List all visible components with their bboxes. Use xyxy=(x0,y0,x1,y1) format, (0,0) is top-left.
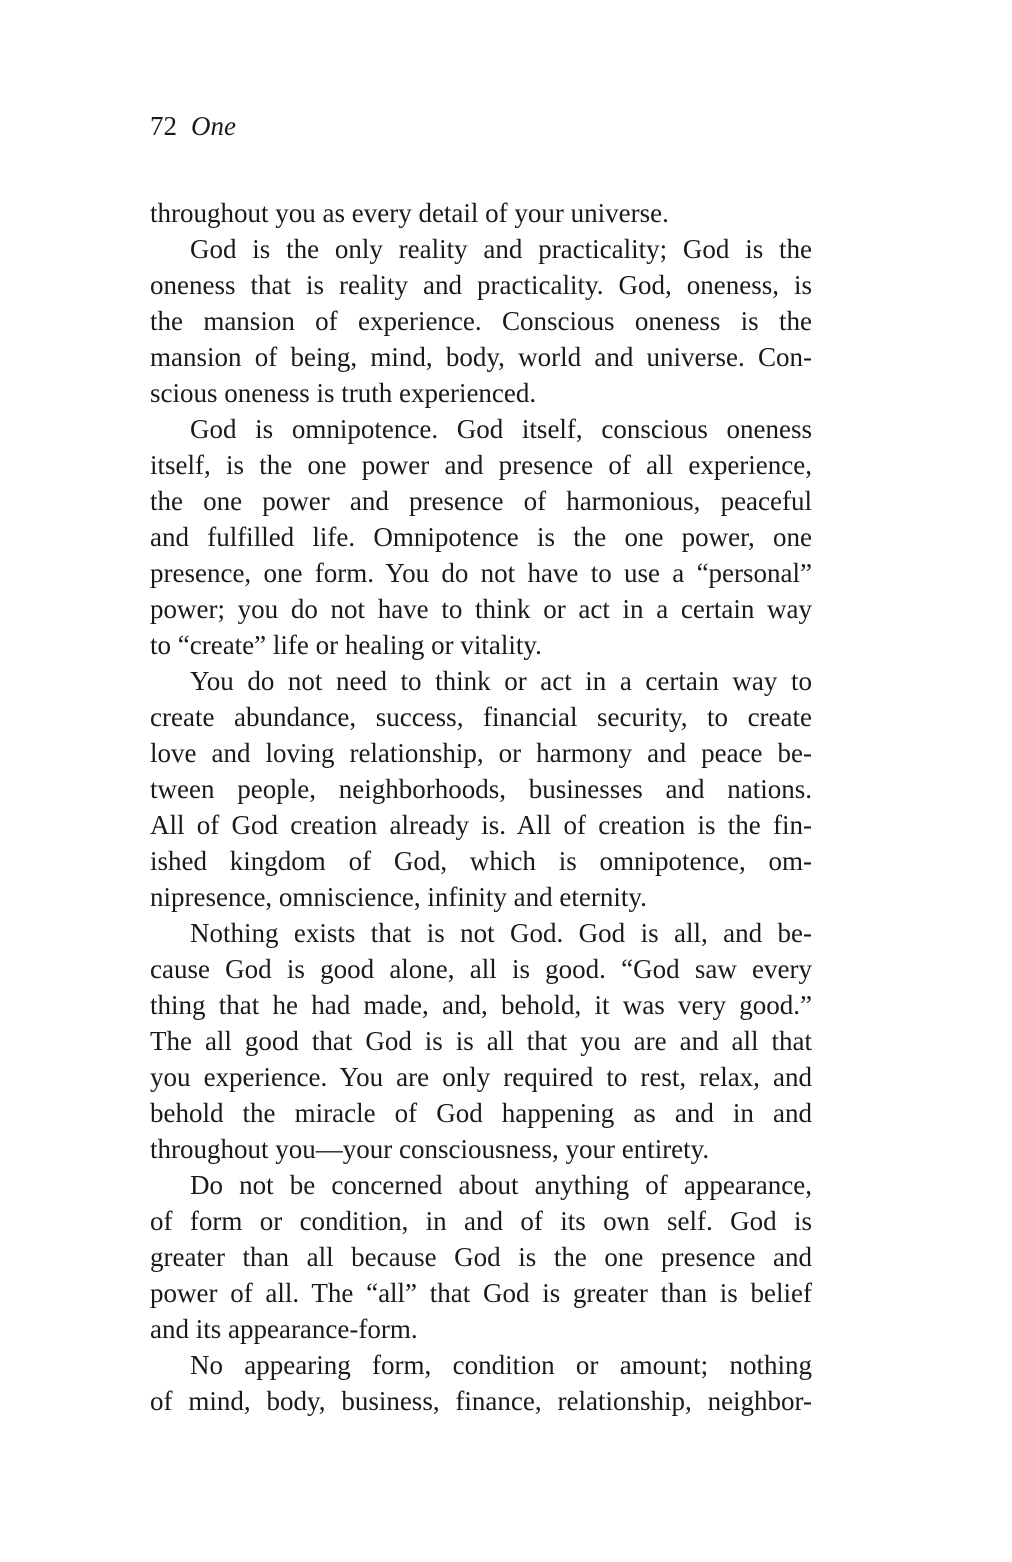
text-line: the mansion of experience. Conscious oneness is the xyxy=(150,306,812,336)
running-head xyxy=(150,108,236,144)
book-title: One xyxy=(191,111,236,141)
text-line: You do not need to think or act in a certain way to xyxy=(190,666,812,696)
text-line: power; you do not have to think or act in a certain way xyxy=(150,594,812,624)
text-line: cause God is good alone, all is good. “God saw every xyxy=(150,954,812,984)
text-line: to “create” life or healing or vitality. xyxy=(150,630,542,660)
text-line: ished kingdom of God, which is omnipotence, om- xyxy=(150,846,812,876)
text-line: All of God creation already is. All of creation is the fin- xyxy=(150,810,812,840)
text-line: and fulfilled life. Omnipotence is the one power, one xyxy=(150,522,812,552)
text-line: nipresence, omniscience, infinity and eternity. xyxy=(150,882,647,912)
text-line: scious oneness is truth experienced. xyxy=(150,378,537,408)
text-line: presence, one form. You do not have to use a “personal” xyxy=(150,558,812,588)
text-line: of mind, body, business, finance, relationship, neighbor- xyxy=(150,1386,812,1416)
body-text xyxy=(150,195,812,1419)
text-line: behold the miracle of God happening as and in and xyxy=(150,1098,812,1128)
text-line: greater than all because God is the one presence and xyxy=(150,1242,812,1272)
text-line: throughout you—your consciousness, your entirety. xyxy=(150,1134,710,1164)
text-line: the one power and presence of harmonious, peaceful xyxy=(150,486,812,516)
text-line: thing that he had made, and, behold, it was very good.” xyxy=(150,990,812,1020)
text-line: Nothing exists that is not God. God is all, and be- xyxy=(190,918,812,948)
text-line: God is omnipotence. God itself, conscious oneness xyxy=(190,414,812,444)
text-line: oneness that is reality and practicality. God, oneness, is xyxy=(150,270,812,300)
text-line: love and loving relationship, or harmony and peace be- xyxy=(150,738,812,768)
text-line: create abundance, success, financial security, to create xyxy=(150,702,812,732)
text-line: of form or condition, in and of its own self. God is xyxy=(150,1206,812,1236)
text-line: power of all. The “all” that God is greater than is belief xyxy=(150,1278,812,1308)
text-line: God is the only reality and practicality; God is the xyxy=(190,234,812,264)
text-line: throughout you as every detail of your universe. xyxy=(150,198,669,228)
text-line: Do not be concerned about anything of appearance, xyxy=(190,1170,812,1200)
page-number: 72 xyxy=(150,111,177,141)
text-line: The all good that God is is all that you are and all that xyxy=(150,1026,812,1056)
text-line: you experience. You are only required to rest, relax, and xyxy=(150,1062,812,1092)
text-line: tween people, neighborhoods, businesses and nations. xyxy=(150,774,812,804)
text-line: and its appearance-form. xyxy=(150,1314,418,1344)
text-line: itself, is the one power and presence of all experience, xyxy=(150,450,812,480)
text-line: No appearing form, condition or amount; nothing xyxy=(190,1350,812,1380)
text-line: mansion of being, mind, body, world and universe. Con- xyxy=(150,342,812,372)
